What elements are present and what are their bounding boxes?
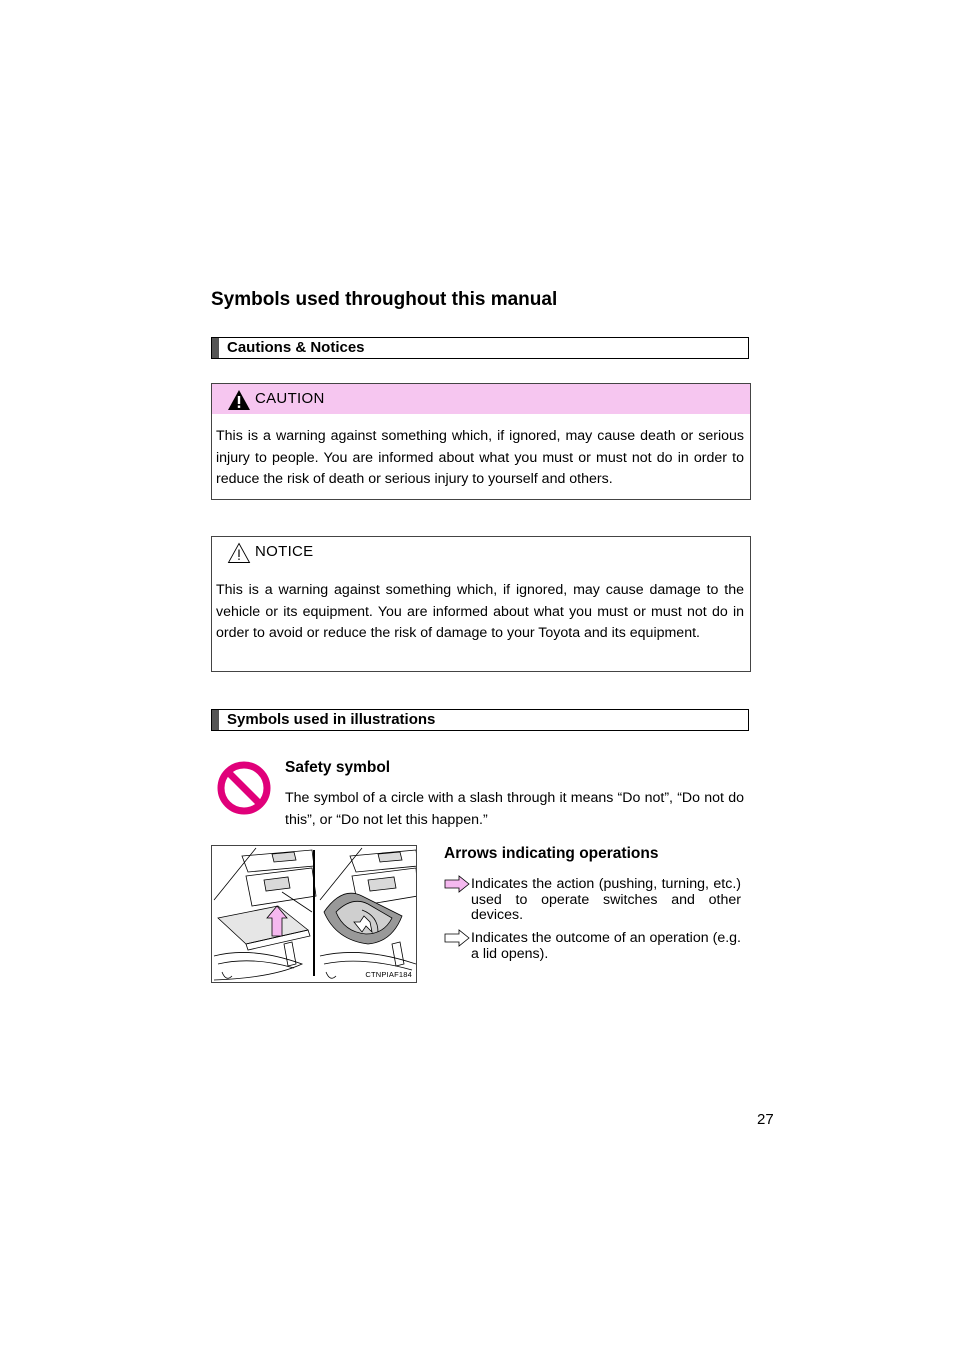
warning-triangle-outline-icon — [227, 542, 251, 564]
outcome-arrow-icon — [444, 929, 470, 947]
safety-symbol-title: Safety symbol — [285, 759, 391, 776]
overhead-console-drawing — [212, 846, 417, 983]
arrows-title: Arrows indicating operations — [444, 845, 659, 862]
page-title: Symbols used throughout this manual — [211, 289, 558, 310]
notice-header — [212, 537, 750, 567]
action-arrow-text: Indicates the action (pushing, turning, etc.) used to operate switches and other devices. — [471, 876, 741, 923]
outcome-arrow-text: Indicates the outcome of an operation (e.g. a lid opens). — [471, 930, 741, 962]
caution-title: CAUTION — [255, 390, 325, 407]
warning-triangle-filled-icon — [227, 389, 251, 411]
section-header-illustrations — [211, 709, 749, 731]
section-header-cautions — [211, 337, 749, 359]
illustration-code: CTNPIAF184 — [365, 970, 412, 979]
notice-box — [211, 536, 751, 672]
page-number: 27 — [757, 1111, 774, 1128]
illustration-overhead-console — [211, 845, 417, 983]
section-tab-marker — [212, 710, 219, 730]
section-tab-marker — [212, 338, 219, 358]
caution-box — [211, 383, 751, 500]
prohibition-symbol-icon — [216, 760, 272, 816]
caution-text: This is a warning against something which, if ignored, may cause death or serious injury to people. You are informed about what you must or must not do in order to reduce the risk of death or serious injury to yourself and others. — [216, 428, 744, 487]
action-arrow-icon — [444, 875, 470, 893]
safety-symbol-text: The symbol of a circle with a slash through it means “Do not”, “Do not do this”, or “Do not let this happen.” — [285, 790, 744, 828]
caution-header — [212, 384, 750, 414]
section-label: Cautions & Notices — [227, 339, 365, 356]
notice-title: NOTICE — [255, 543, 314, 560]
section-label: Symbols used in illustrations — [227, 711, 436, 728]
notice-text: This is a warning against something which, if ignored, may cause damage to the vehicle or its equipment. You are informed about what you must or must not do in order to avoid or reduce the risk of damage to your Toyota and its equipment. — [216, 582, 744, 641]
